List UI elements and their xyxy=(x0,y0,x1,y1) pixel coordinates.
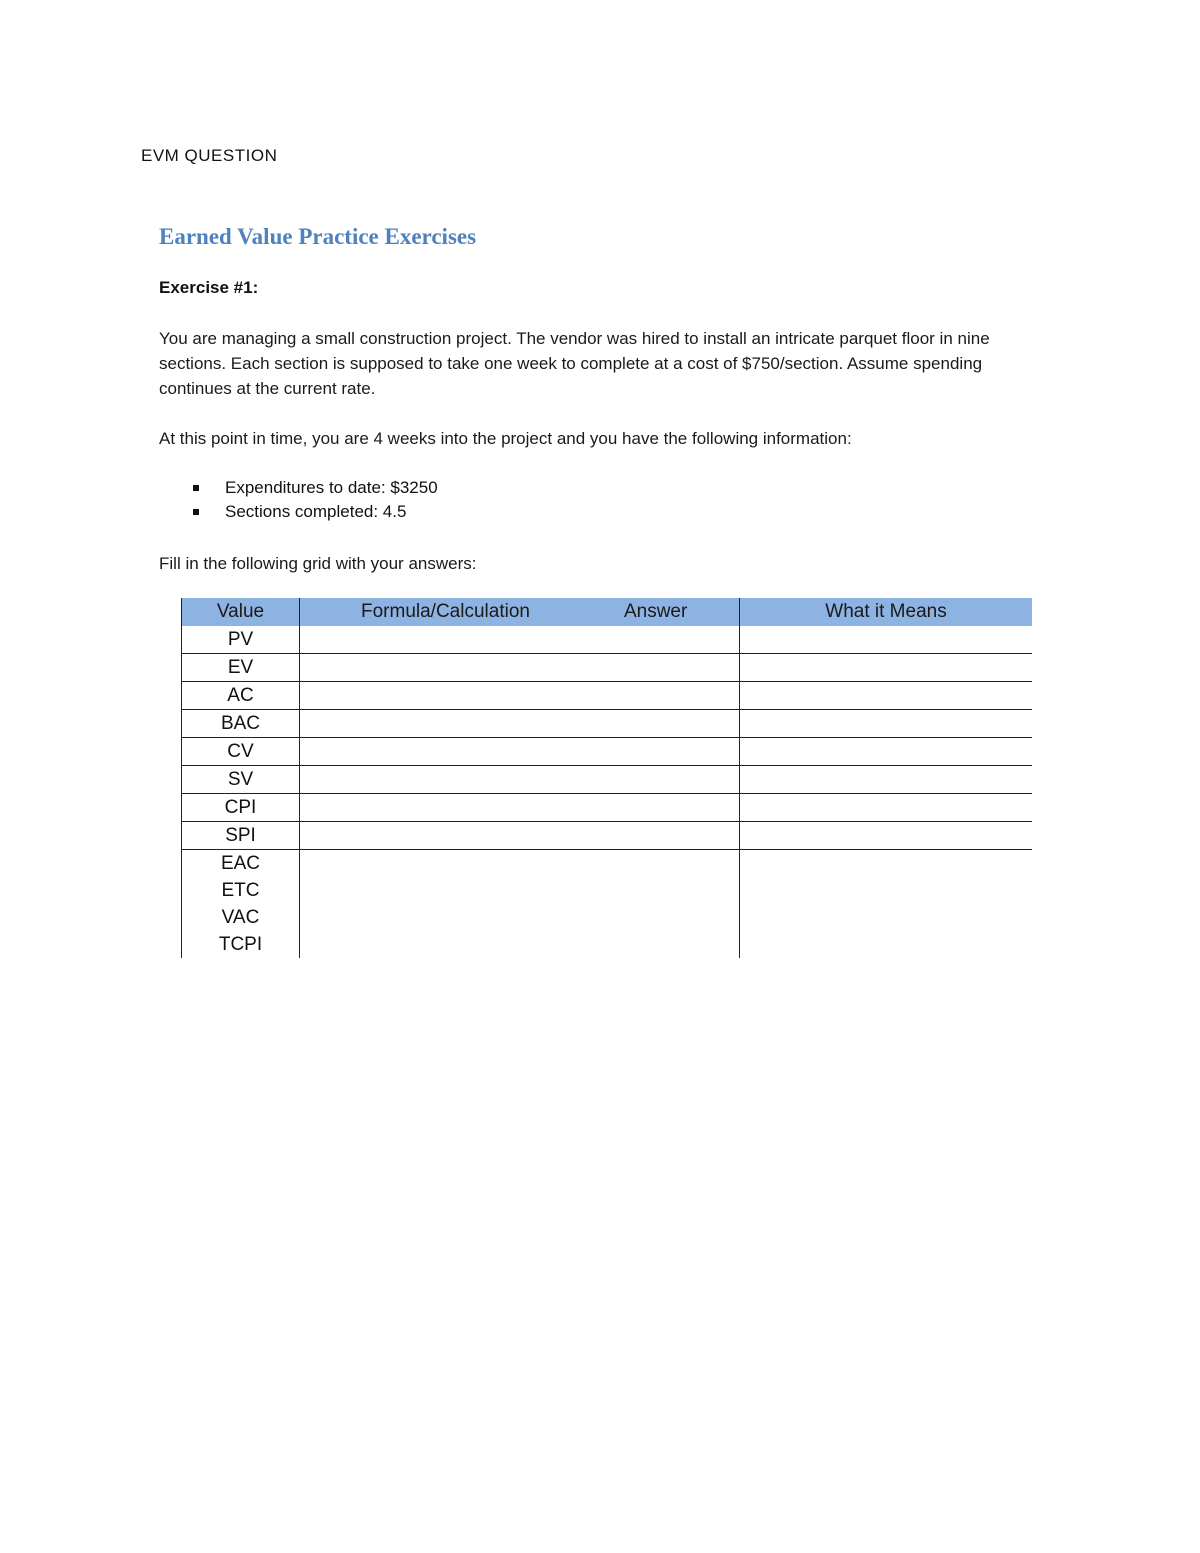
value-cell: SPI xyxy=(182,822,300,850)
formula-cell[interactable] xyxy=(300,877,740,904)
list-item xyxy=(159,500,438,524)
means-cell[interactable] xyxy=(740,794,1033,822)
means-cell[interactable] xyxy=(740,822,1033,850)
table-row xyxy=(182,877,1033,904)
table-row xyxy=(182,850,1033,878)
value-cell: PV xyxy=(182,626,300,654)
formula-cell[interactable] xyxy=(300,654,740,682)
means-cell[interactable] xyxy=(740,931,1033,958)
value-cell: CV xyxy=(182,738,300,766)
formula-cell[interactable] xyxy=(300,904,740,931)
table-row xyxy=(182,931,1033,958)
value-cell: TCPI xyxy=(182,931,300,958)
value-cell: ETC xyxy=(182,877,300,904)
table-row xyxy=(182,766,1033,794)
value-cell: CPI xyxy=(182,794,300,822)
formula-cell[interactable] xyxy=(300,626,740,654)
table-row xyxy=(182,822,1033,850)
table-row xyxy=(182,794,1033,822)
exercise-heading: Exercise #1: xyxy=(159,278,259,297)
means-cell[interactable] xyxy=(740,850,1033,878)
header-formula: Formula/Calculation xyxy=(361,601,530,622)
value-cell: AC xyxy=(182,682,300,710)
table-row xyxy=(182,626,1033,654)
list-item-text: Sections completed: 4.5 xyxy=(225,502,407,521)
formula-cell[interactable] xyxy=(300,850,740,878)
means-cell[interactable] xyxy=(740,710,1033,738)
table-row xyxy=(182,654,1033,682)
value-cell: EAC xyxy=(182,850,300,878)
means-cell[interactable] xyxy=(740,766,1033,794)
formula-cell[interactable] xyxy=(300,794,740,822)
header-formula-answer xyxy=(300,598,740,626)
grid-instruction: Fill in the following grid with your answers: xyxy=(159,554,477,573)
means-cell[interactable] xyxy=(740,626,1033,654)
formula-cell[interactable] xyxy=(300,710,740,738)
table-row xyxy=(182,904,1033,931)
header-value: Value xyxy=(182,598,300,626)
value-cell: BAC xyxy=(182,710,300,738)
table-row xyxy=(182,738,1033,766)
list-item xyxy=(159,476,438,500)
formula-cell[interactable] xyxy=(300,931,740,958)
document-title: Earned Value Practice Exercises xyxy=(159,224,477,249)
means-cell[interactable] xyxy=(740,682,1033,710)
bullet-icon xyxy=(193,509,199,515)
formula-cell[interactable] xyxy=(300,766,740,794)
table-row xyxy=(182,710,1033,738)
means-cell[interactable] xyxy=(740,654,1033,682)
formula-cell[interactable] xyxy=(300,822,740,850)
answer-grid xyxy=(181,598,1032,958)
exercise-description: You are managing a small construction project. The vendor was hired to install an intricate parquet floor in nine sections. Each section is supposed to take one week to complete at a cost of $750/section. Assume spending continues at the current rate. xyxy=(159,329,990,398)
list-item-text: Expenditures to date: $3250 xyxy=(225,478,438,497)
table-row xyxy=(182,682,1033,710)
header-means: What it Means xyxy=(740,598,1033,626)
header-answer: Answer xyxy=(623,601,688,622)
page-header: EVM QUESTION xyxy=(141,146,278,165)
formula-cell[interactable] xyxy=(300,738,740,766)
means-cell[interactable] xyxy=(740,904,1033,931)
value-cell: SV xyxy=(182,766,300,794)
info-list xyxy=(159,476,438,524)
grid-header-row xyxy=(182,598,1033,626)
value-cell: EV xyxy=(182,654,300,682)
exercise-status: At this point in time, you are 4 weeks into the project and you have the following information: xyxy=(159,429,852,448)
value-cell: VAC xyxy=(182,904,300,931)
bullet-icon xyxy=(193,485,199,491)
formula-cell[interactable] xyxy=(300,682,740,710)
means-cell[interactable] xyxy=(740,877,1033,904)
means-cell[interactable] xyxy=(740,738,1033,766)
